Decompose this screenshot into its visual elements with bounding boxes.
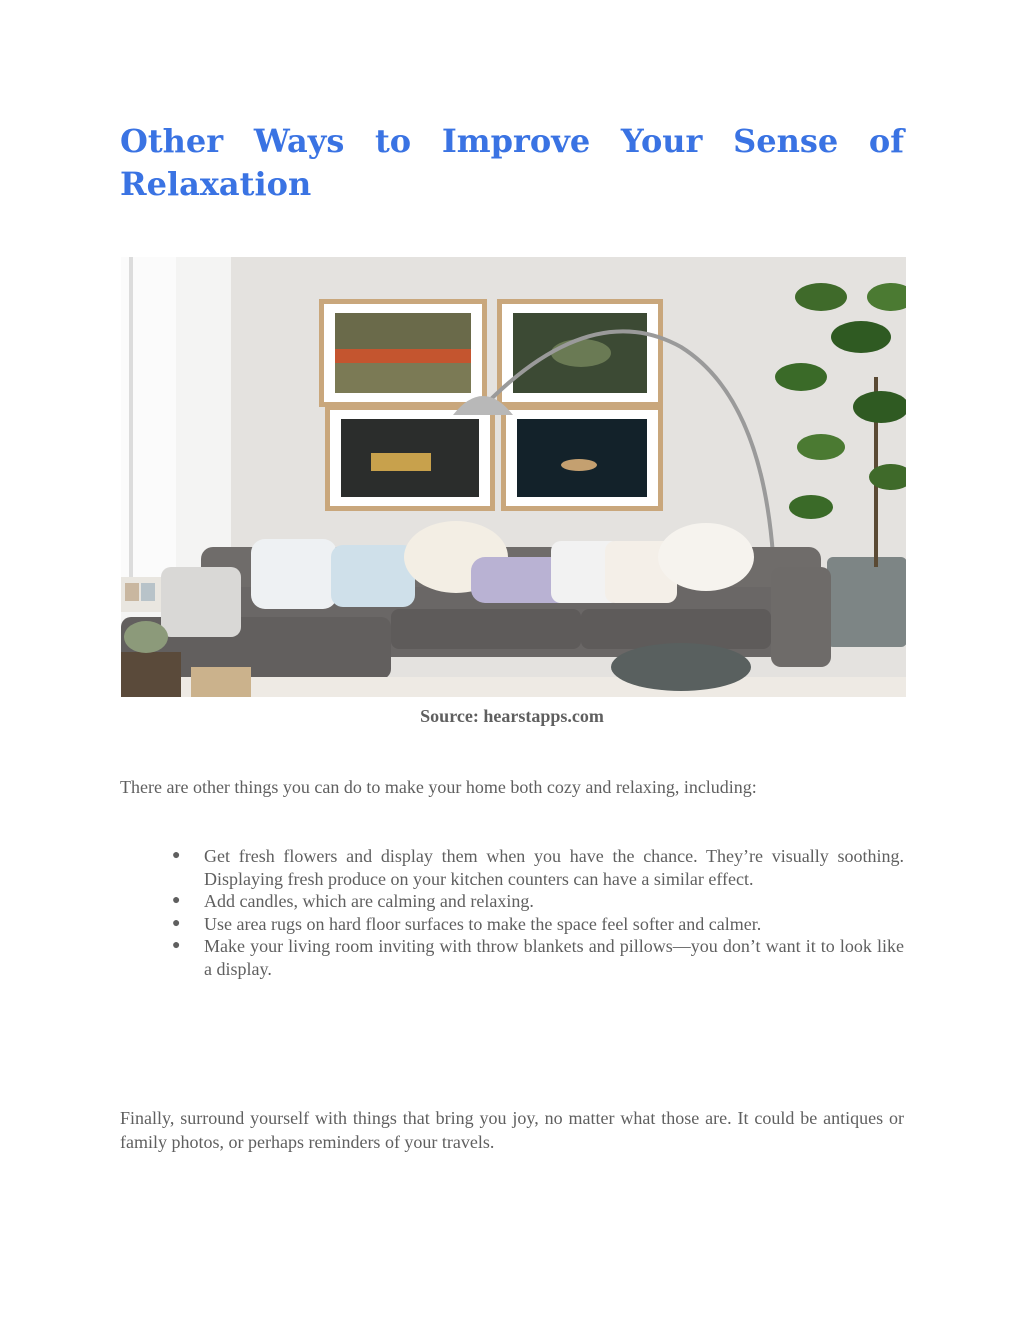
- list-item: [120, 845, 904, 890]
- bullet-icon: ●: [172, 938, 181, 953]
- bullet-icon: ●: [172, 848, 181, 863]
- list-item: [120, 935, 904, 980]
- page-title: [120, 120, 904, 206]
- title-line-2: Relaxation: [120, 165, 312, 203]
- list-item-text: Get fresh flowers and display them when you have the chance. They’re visually soothing. Displaying fresh produce on your kitchen counters can have a similar effect.: [204, 846, 904, 889]
- list-item-text: Use area rugs on hard floor surfaces to make the space feel softer and calmer.: [204, 913, 762, 934]
- living-room-photo: [121, 257, 906, 697]
- list-item: [120, 890, 904, 913]
- intro-paragraph: There are other things you can do to make your home both cozy and relaxing, including:: [120, 777, 757, 797]
- title-line-1: Other Ways to Improve Your Sense of: [120, 122, 904, 160]
- closing-paragraph: Finally, surround yourself with things that bring you joy, no matter what those are. It could be antiques or family photos, or perhaps reminders of your travels.: [120, 1108, 904, 1152]
- image-caption: Source: hearstapps.com: [420, 706, 604, 726]
- tips-list: [120, 845, 904, 980]
- list-item: [120, 913, 904, 936]
- list-item-text: Make your living room inviting with throw blankets and pillows—you don’t want it to look like a display.: [204, 936, 904, 979]
- list-item-text: Add candles, which are calming and relaxing.: [204, 891, 534, 911]
- bullet-icon: ●: [172, 915, 181, 931]
- bullet-icon: ●: [172, 893, 181, 908]
